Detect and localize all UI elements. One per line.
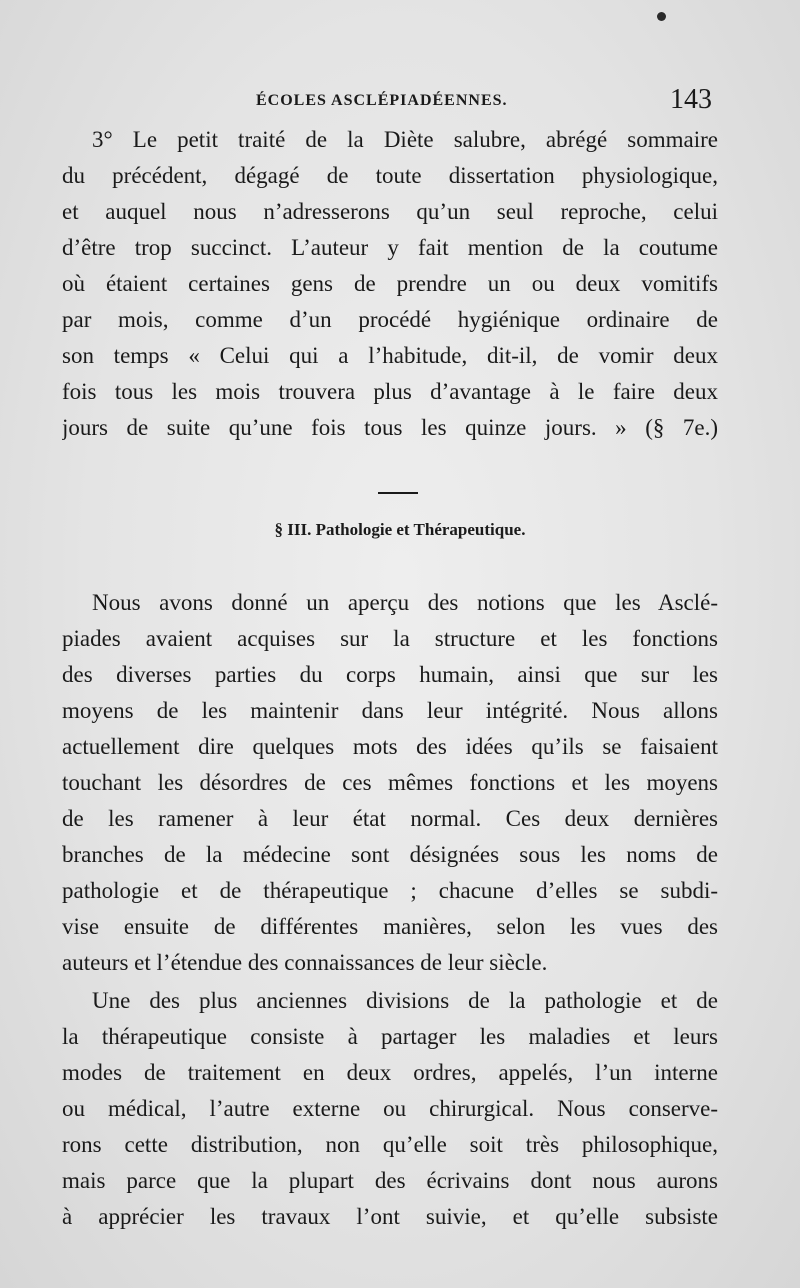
text-line: auteurs et l’étendue des connaissances de leur siècle. — [62, 950, 548, 975]
running-head — [0, 84, 800, 124]
text-line: 3° Le petit traité de la Diète salubre, abrégé sommaire — [92, 127, 718, 152]
text-line: actuellement dire quelques mots des idées qu’ils se faisaient — [62, 734, 718, 759]
text-line: son temps « Celui qui a l’habitude, dit-il, de vomir deux — [62, 343, 718, 368]
section-heading: § III. Pathologie et Thérapeutique. — [274, 520, 526, 539]
text-line: d’être trop succinct. L’auteur y fait mention de la coutume — [62, 235, 718, 260]
page-number: 143 — [670, 84, 712, 115]
text-line: jours de suite qu’une fois tous les quinze jours. » (§ 7e.) — [62, 415, 718, 440]
text-line: où étaient certaines gens de prendre un ou deux vomitifs — [62, 271, 718, 296]
text-line: Une des plus anciennes divisions de la pathologie et de — [92, 988, 718, 1013]
text-line: ou médical, l’autre externe ou chirurgical. Nous conserve- — [62, 1096, 718, 1121]
text-line: vise ensuite de différentes manières, selon les vues des — [62, 914, 718, 939]
text-line: touchant les désordres de ces mêmes fonctions et les moyens — [62, 770, 718, 795]
text-line: piades avaient acquises sur la structure et les fonctions — [62, 626, 718, 651]
text-line: par mois, comme d’un procédé hygiénique ordinaire de — [62, 307, 718, 332]
text-line: fois tous les mois trouvera plus d’avantage à le faire deux — [62, 379, 718, 404]
text-line: et auquel nous n’adresserons qu’un seul reproche, celui — [62, 199, 718, 224]
ink-spot — [657, 12, 666, 21]
running-title: ÉCOLES ASCLÉPIADÉENNES. — [256, 92, 508, 109]
text-line: mais parce que la plupart des écrivains dont nous aurons — [62, 1168, 718, 1193]
text-line: Nous avons donné un aperçu des notions que les Asclé- — [92, 590, 718, 615]
text-line: pathologie et de thérapeutique ; chacune d’elles se subdi- — [62, 878, 718, 903]
section-divider — [378, 492, 418, 494]
paragraph-notions-asclepiades — [62, 585, 718, 981]
text-line: des diverses parties du corps humain, ainsi que sur les — [62, 662, 718, 687]
text-line: moyens de les maintenir dans leur intégrité. Nous allons — [62, 698, 718, 723]
text-line: la thérapeutique consiste à partager les maladies et leurs — [62, 1024, 718, 1049]
paragraph-diete-salubre — [62, 122, 718, 446]
text-line: branches de la médecine sont désignées sous les noms de — [62, 842, 718, 867]
text-line: à apprécier les travaux l’ont suivie, et qu’elle subsiste — [62, 1204, 718, 1229]
paragraph-divisions-pathologie — [62, 983, 718, 1235]
text-line: de les ramener à leur état normal. Ces deux dernières — [62, 806, 718, 831]
text-line: du précédent, dégagé de toute dissertation physiologique, — [62, 163, 718, 188]
text-line: modes de traitement en deux ordres, appelés, l’un interne — [62, 1060, 718, 1085]
text-line: rons cette distribution, non qu’elle soit très philosophique, — [62, 1132, 718, 1157]
